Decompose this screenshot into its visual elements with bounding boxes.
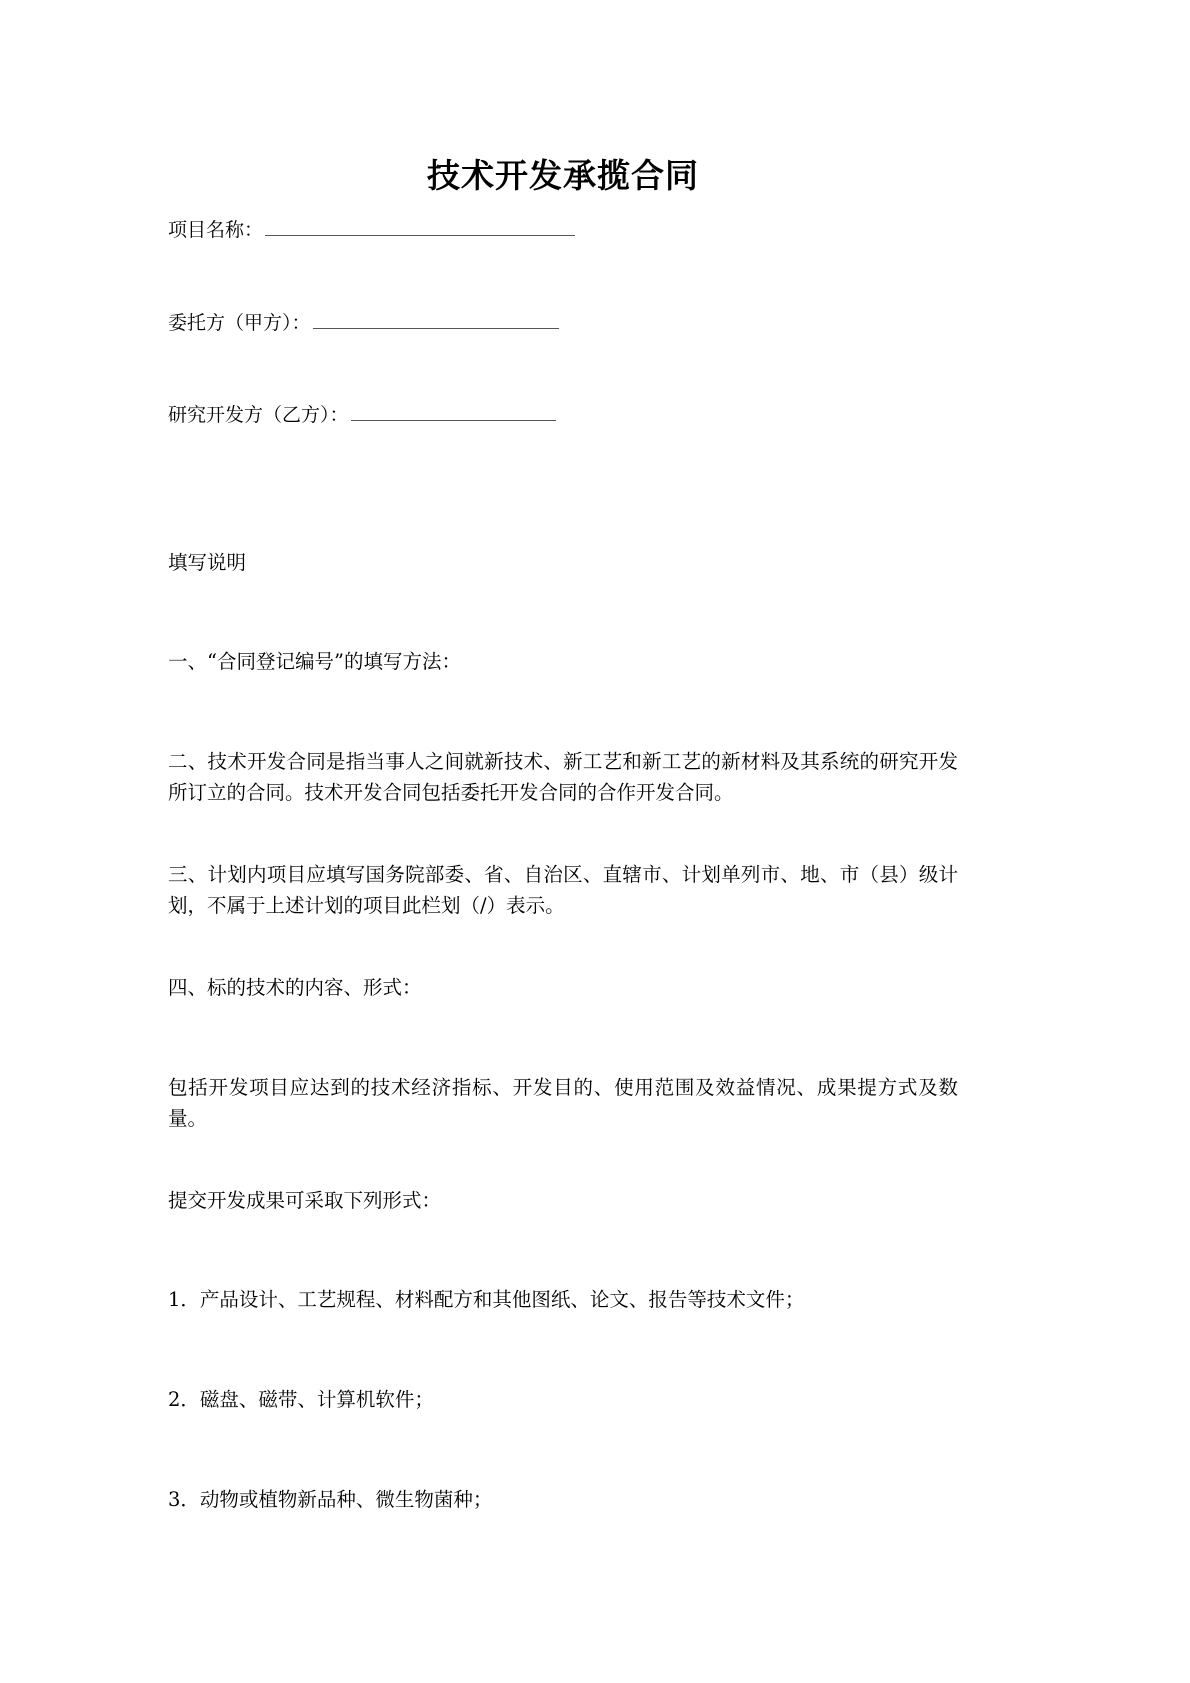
page-title: 技术开发承揽合同: [427, 156, 699, 195]
field-project-name: [168, 216, 958, 245]
field-client-party-a: [168, 309, 958, 338]
instruction-item-4: 四、标的技术的内容、形式：: [168, 976, 422, 1000]
document-content: [168, 0, 958, 1515]
deliverable-scope-paragraph: 包括开发项目应达到的技术经济指标、开发目的、使用范围及效益情况、成果提方式及数量。: [168, 1075, 958, 1131]
field-client-party-a-input[interactable]: [313, 312, 559, 329]
instruction-item-3: 三、计划内项目应填写国务院部委、省、自治区、直辖市、计划单列市、地、市（县）级计划，不属于上述计划的项目此栏划（/）表示。: [168, 862, 958, 918]
field-developer-party-b: [168, 401, 958, 430]
deliverable-form-item-3: 3．动物或植物新品种、微生物菌种；: [168, 1487, 493, 1511]
deliverable-forms-heading: 提交开发成果可采取下列形式：: [168, 1188, 442, 1212]
instruction-item-1: 一、“合同登记编号”的填写方法：: [168, 650, 461, 674]
field-client-party-a-label: 委托方（甲方）：: [168, 311, 311, 334]
field-developer-party-b-label: 研究开发方（乙方）：: [168, 404, 349, 427]
deliverable-form-item-1: 1．产品设计、工艺规程、材料配方和其他图纸、论文、报告等技术文件；: [168, 1288, 805, 1312]
deliverable-form-item-2: 2．磁盘、磁带、计算机软件；: [168, 1387, 434, 1411]
field-developer-party-b-input[interactable]: [351, 404, 556, 421]
instructions-heading: 填写说明: [168, 550, 247, 574]
field-project-name-input[interactable]: [265, 219, 575, 236]
field-project-name-label: 项目名称：: [168, 219, 264, 242]
instruction-item-2: 二、技术开发合同是指当事人之间就新技术、新工艺和新工艺的新材料及其系统的研究开发所订立的合同。技术开发合同包括委托开发合同的合作开发合同。: [168, 749, 958, 805]
